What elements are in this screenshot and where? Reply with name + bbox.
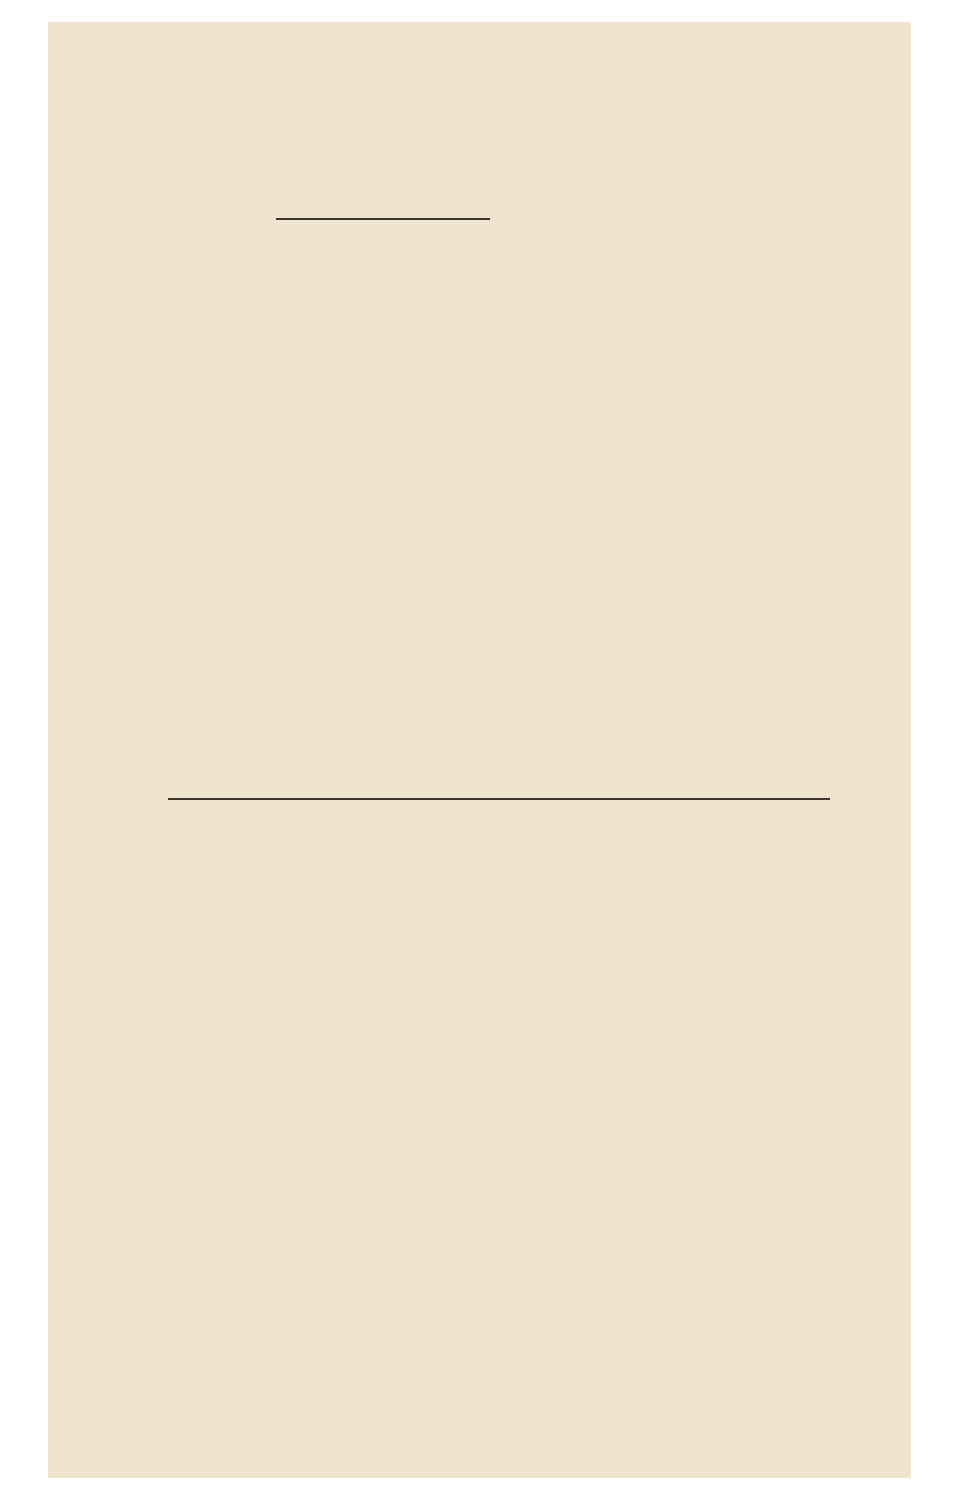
upper-text-block: [162, 260, 845, 775]
book-page: [48, 22, 911, 1478]
section-divider: [168, 798, 830, 800]
header-underline: [276, 218, 490, 220]
lower-text-block: [162, 822, 848, 1437]
